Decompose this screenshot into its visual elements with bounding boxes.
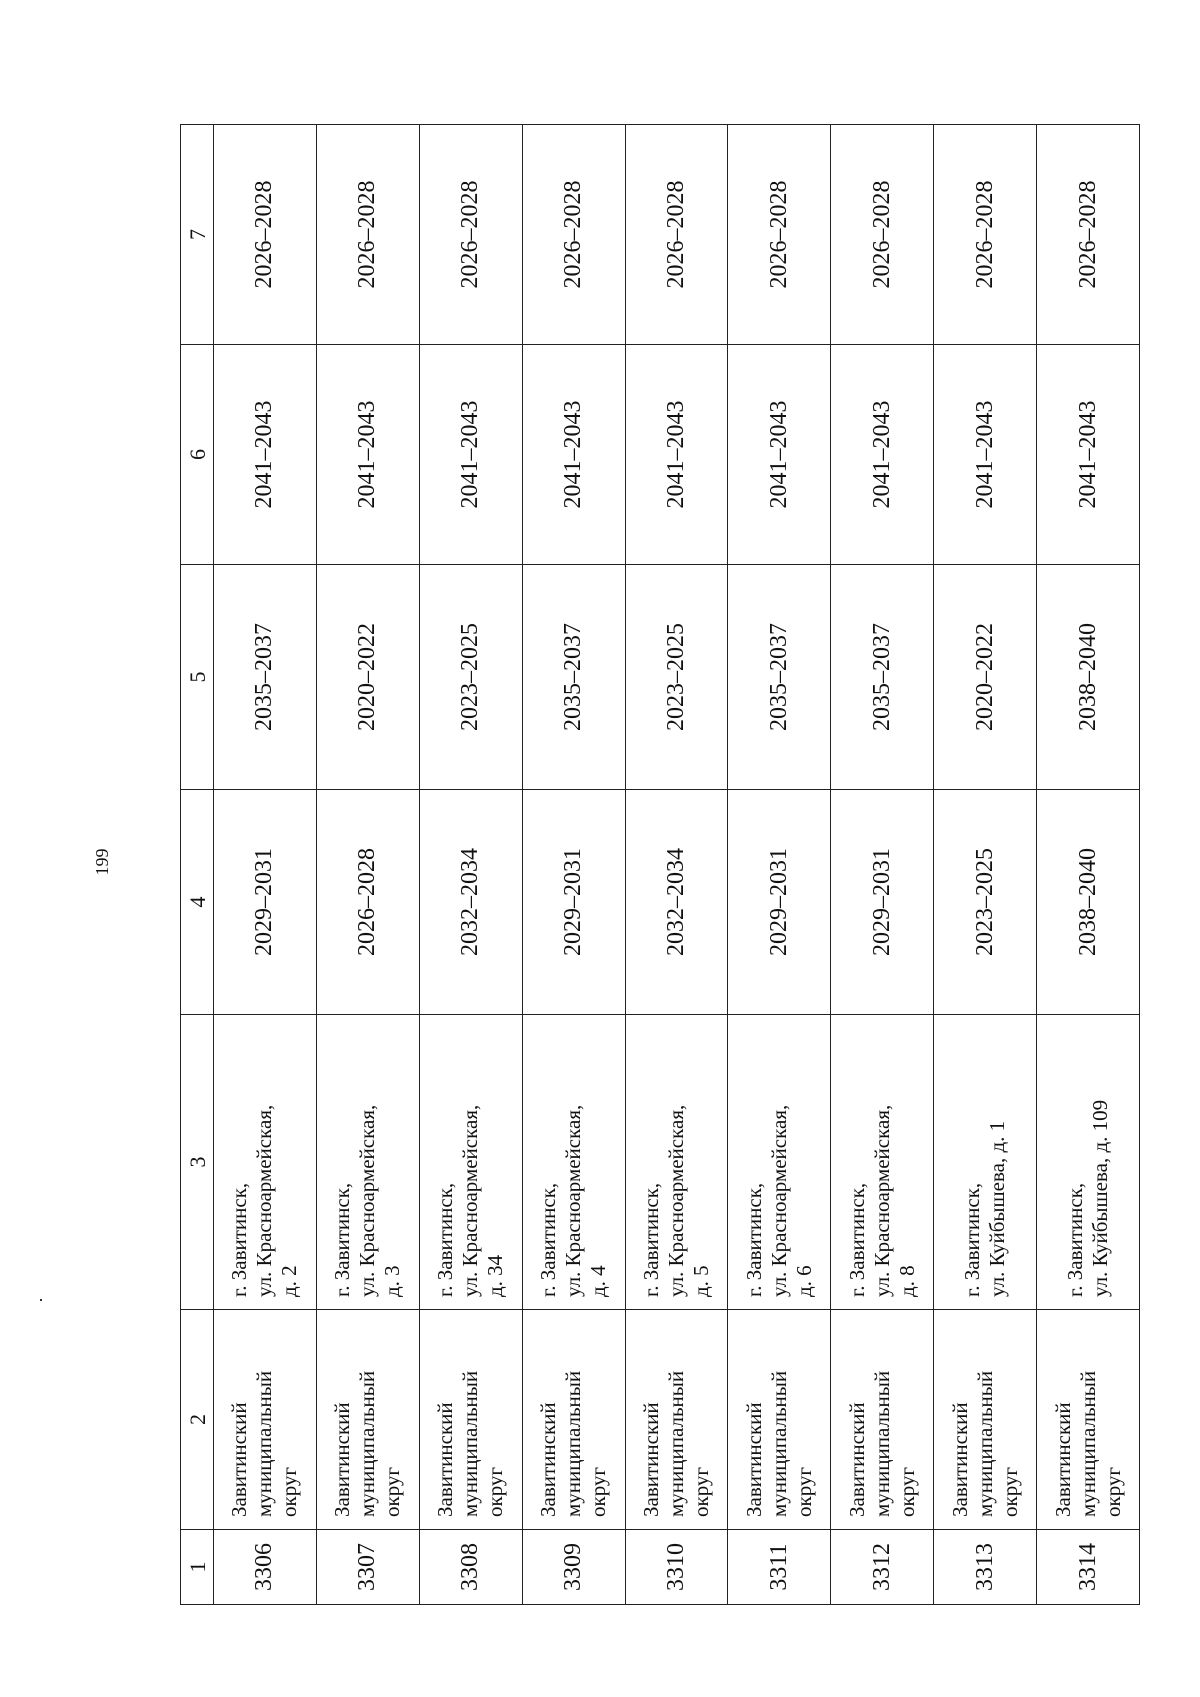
- district-line: округ: [586, 1466, 611, 1517]
- district-cell: [831, 1310, 934, 1530]
- address-line: д. 8: [894, 1265, 919, 1297]
- district-line: округ: [380, 1466, 405, 1517]
- district-line: округ: [483, 1466, 508, 1517]
- period-col-7: 2026–2028: [522, 125, 625, 345]
- address-line: ул. Красноармейская,: [458, 1104, 483, 1297]
- address-line: ул. Красноармейская,: [252, 1104, 277, 1297]
- district-line: округ: [277, 1466, 302, 1517]
- address-line: г. Завитинск,: [960, 1182, 985, 1297]
- district-line: округ: [791, 1466, 816, 1517]
- district-cell: [522, 1310, 625, 1530]
- address-line: г. Завитинск,: [638, 1182, 663, 1297]
- header-col-7: 7: [181, 125, 214, 345]
- row-number: 3310: [625, 1530, 728, 1605]
- header-col-4: 4: [181, 790, 214, 1015]
- page-number: 199: [92, 848, 112, 876]
- row-number: 3307: [316, 1530, 419, 1605]
- period-col-4: 2038–2040: [1037, 790, 1140, 1015]
- period-col-5: 2020–2022: [934, 565, 1037, 790]
- header-row: [181, 125, 214, 1605]
- period-col-4: 2026–2028: [316, 790, 419, 1015]
- address-line: д. 3: [380, 1265, 405, 1297]
- period-col-4: 2029–2031: [522, 790, 625, 1015]
- period-col-5: 2023–2025: [419, 565, 522, 790]
- period-col-7: 2026–2028: [316, 125, 419, 345]
- period-col-7: 2026–2028: [214, 125, 317, 345]
- table-row: [1037, 125, 1140, 1605]
- period-col-6: 2041–2043: [419, 345, 522, 565]
- district-cell: [934, 1310, 1037, 1530]
- district-line: Завитинский: [433, 1402, 458, 1517]
- period-col-6: 2041–2043: [1037, 345, 1140, 565]
- district-line: Завитинский: [844, 1402, 869, 1517]
- district-line: Завитинский: [741, 1402, 766, 1517]
- period-col-7: 2026–2028: [1037, 125, 1140, 345]
- address-line: ул. Красноармейская,: [869, 1104, 894, 1297]
- district-line: муниципальный: [1075, 1370, 1100, 1517]
- period-col-6: 2041–2043: [934, 345, 1037, 565]
- district-line: муниципальный: [869, 1370, 894, 1517]
- address-line: д. 2: [277, 1265, 302, 1297]
- district-line: Завитинский: [638, 1402, 663, 1517]
- table-row: [934, 125, 1037, 1605]
- district-line: муниципальный: [972, 1370, 997, 1517]
- address-line: г. Завитинск,: [1063, 1182, 1087, 1297]
- address-line: г. Завитинск,: [433, 1182, 458, 1297]
- district-cell: [214, 1310, 317, 1530]
- address-cell: [1037, 1015, 1140, 1310]
- period-col-7: 2026–2028: [728, 125, 831, 345]
- district-cell: [625, 1310, 728, 1530]
- period-col-7: 2026–2028: [831, 125, 934, 345]
- period-col-6: 2041–2043: [214, 345, 317, 565]
- address-cell: [316, 1015, 419, 1310]
- period-col-6: 2041–2043: [831, 345, 934, 565]
- period-col-7: 2026–2028: [934, 125, 1037, 345]
- row-number: 3314: [1037, 1530, 1140, 1605]
- header-col-5: 5: [181, 565, 214, 790]
- row-number: 3309: [522, 1530, 625, 1605]
- period-col-4: 2029–2031: [831, 790, 934, 1015]
- district-line: муниципальный: [355, 1370, 380, 1517]
- period-col-5: 2035–2037: [831, 565, 934, 790]
- address-cell: [934, 1015, 1037, 1310]
- period-col-6: 2041–2043: [728, 345, 831, 565]
- period-col-4: 2029–2031: [728, 790, 831, 1015]
- period-col-4: 2029–2031: [214, 790, 317, 1015]
- table-row: [522, 125, 625, 1605]
- district-cell: [316, 1310, 419, 1530]
- period-col-4: 2023–2025: [934, 790, 1037, 1015]
- district-line: Завитинский: [1050, 1402, 1075, 1517]
- address-line: ул. Красноармейская,: [766, 1104, 791, 1297]
- address-line: д. 5: [688, 1265, 713, 1297]
- period-col-7: 2026–2028: [419, 125, 522, 345]
- period-col-5: 2035–2037: [214, 565, 317, 790]
- header-col-1: 1: [181, 1530, 214, 1605]
- table-row: [316, 125, 419, 1605]
- district-line: Завитинский: [227, 1402, 252, 1517]
- header-col-2: 2: [181, 1310, 214, 1530]
- address-cell: [728, 1015, 831, 1310]
- district-line: Завитинский: [330, 1402, 355, 1517]
- table-container: [180, 125, 1140, 1605]
- period-col-7: 2026–2028: [625, 125, 728, 345]
- period-col-5: 2023–2025: [625, 565, 728, 790]
- row-number: 3311: [728, 1530, 831, 1605]
- district-cell: [419, 1310, 522, 1530]
- district-cell: [1037, 1310, 1140, 1530]
- table-row: [419, 125, 522, 1605]
- address-cell: [419, 1015, 522, 1310]
- district-line: муниципальный: [766, 1370, 791, 1517]
- district-line: муниципальный: [252, 1370, 277, 1517]
- address-line: г. Завитинск,: [844, 1182, 869, 1297]
- district-line: округ: [997, 1466, 1022, 1517]
- header-col-3: 3: [181, 1015, 214, 1310]
- row-number: 3308: [419, 1530, 522, 1605]
- row-number: 3313: [934, 1530, 1037, 1605]
- district-line: муниципальный: [663, 1370, 688, 1517]
- period-col-6: 2041–2043: [625, 345, 728, 565]
- scan-speck: [40, 1299, 42, 1301]
- rotated-table: [180, 125, 1140, 1605]
- district-line: муниципальный: [561, 1370, 586, 1517]
- period-col-5: 2020–2022: [316, 565, 419, 790]
- address-cell: [625, 1015, 728, 1310]
- table-body: [214, 125, 1140, 1605]
- address-cell: [522, 1015, 625, 1310]
- address-cell: [214, 1015, 317, 1310]
- table-row: [728, 125, 831, 1605]
- district-cell: [728, 1310, 831, 1530]
- address-line: ул. Красноармейская,: [663, 1104, 688, 1297]
- district-line: Завитинский: [947, 1402, 972, 1517]
- table-row: [625, 125, 728, 1605]
- table-row: [214, 125, 317, 1605]
- address-line: ул. Красноармейская,: [561, 1104, 586, 1297]
- district-line: округ: [894, 1466, 919, 1517]
- address-line: г. Завитинск,: [536, 1182, 561, 1297]
- header-col-6: 6: [181, 345, 214, 565]
- period-col-5: 2035–2037: [728, 565, 831, 790]
- address-line: ул. Куйбышева, д. 1: [985, 1120, 1010, 1297]
- address-line: г. Завитинск,: [227, 1182, 252, 1297]
- table-row: [831, 125, 934, 1605]
- row-number: 3312: [831, 1530, 934, 1605]
- period-col-5: 2038–2040: [1037, 565, 1140, 790]
- address-line: ул. Куйбышева, д. 109: [1088, 1099, 1112, 1297]
- address-line: д. 34: [483, 1254, 508, 1297]
- data-table: [180, 124, 1140, 1605]
- district-line: округ: [1100, 1466, 1125, 1517]
- address-line: д. 6: [791, 1265, 816, 1297]
- district-line: округ: [688, 1466, 713, 1517]
- address-cell: [831, 1015, 934, 1310]
- district-line: Завитинский: [536, 1402, 561, 1517]
- period-col-4: 2032–2034: [419, 790, 522, 1015]
- address-line: д. 4: [586, 1265, 611, 1297]
- period-col-6: 2041–2043: [522, 345, 625, 565]
- address-line: ул. Красноармейская,: [355, 1104, 380, 1297]
- address-line: г. Завитинск,: [330, 1182, 355, 1297]
- district-line: муниципальный: [458, 1370, 483, 1517]
- period-col-5: 2035–2037: [522, 565, 625, 790]
- period-col-4: 2032–2034: [625, 790, 728, 1015]
- address-line: г. Завитинск,: [741, 1182, 766, 1297]
- row-number: 3306: [214, 1530, 317, 1605]
- period-col-6: 2041–2043: [316, 345, 419, 565]
